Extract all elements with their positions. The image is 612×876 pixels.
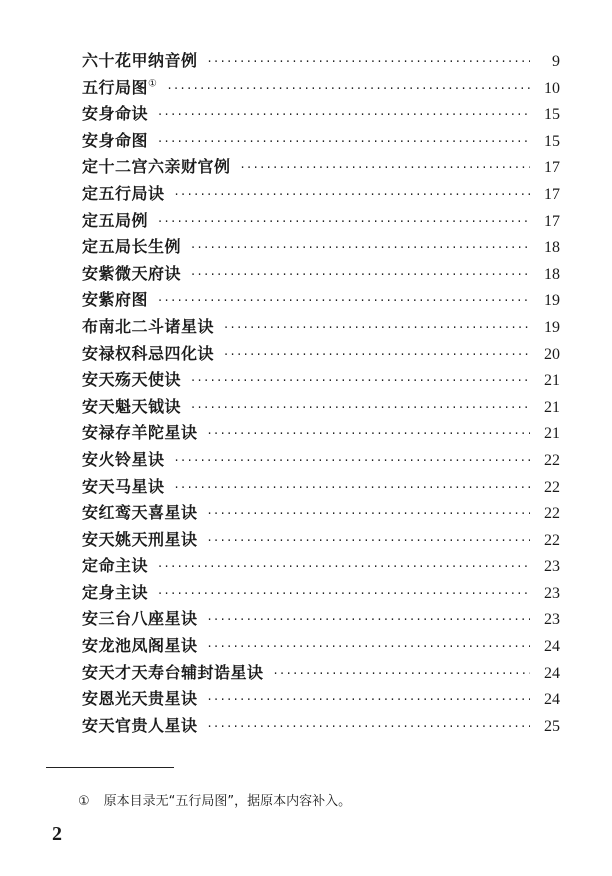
footnote (78, 790, 351, 809)
dot-leader (208, 534, 530, 549)
toc-entry-page: 17 (544, 212, 560, 230)
toc-entry[interactable] (82, 181, 560, 208)
toc-entry-title: 定五局例 (82, 210, 149, 230)
dot-leader (224, 321, 530, 336)
toc-entry-page: 18 (544, 239, 560, 257)
toc-entry-title: 安身命图 (82, 130, 149, 150)
toc-entry-page: 22 (544, 478, 560, 496)
toc-entry[interactable] (82, 500, 560, 527)
toc-entry-title: 安恩光天贵星诀 (82, 689, 198, 709)
dot-leader (191, 401, 530, 416)
toc-entry-page: 24 (544, 638, 560, 656)
footnote-marker: ① (78, 794, 90, 809)
toc-entry-title: 安天官贵人星诀 (82, 715, 198, 735)
toc-entry-page: 24 (544, 664, 560, 682)
toc-entry-page: 22 (544, 505, 560, 523)
toc-entry[interactable] (82, 660, 560, 687)
toc-entry-page: 22 (544, 451, 560, 469)
footnote-text: 原本目录无“五行局图”，据原本内容补入。 (103, 794, 352, 809)
dot-leader (241, 161, 530, 176)
toc-entry[interactable] (82, 580, 560, 607)
toc-entry[interactable] (82, 474, 560, 501)
toc-entry-title: 安紫府图 (82, 290, 149, 310)
toc-entry-title: 定十二宫六亲财官例 (82, 157, 231, 177)
toc-entry-page: 19 (544, 318, 560, 336)
toc-entry-page: 15 (544, 106, 560, 124)
toc-entry[interactable] (82, 367, 560, 394)
toc-entry-title: 定身主诀 (82, 582, 149, 602)
dot-leader (208, 640, 530, 655)
toc-entry[interactable] (82, 686, 560, 713)
toc-entry-title: 安天魁天钺诀 (82, 396, 182, 416)
toc-entry-title: 安天马星诀 (82, 476, 165, 496)
toc-entry-page: 17 (544, 159, 560, 177)
dot-leader (208, 693, 530, 708)
dot-leader (167, 82, 530, 97)
toc-entry-page: 19 (544, 292, 560, 310)
toc-entry-page: 24 (544, 691, 560, 709)
toc-entry-title: 定五局长生例 (82, 237, 182, 257)
toc-entry-page: 9 (552, 53, 560, 70)
dot-leader (191, 241, 530, 256)
toc-entry-page: 21 (544, 372, 560, 390)
dot-leader (158, 108, 530, 123)
toc-entry[interactable] (82, 341, 560, 368)
page-number: 2 (52, 823, 62, 845)
dot-leader (208, 507, 530, 522)
toc-entry-title: 安禄存羊陀星诀 (82, 423, 198, 443)
toc-entry-title: 安禄权科忌四化诀 (82, 343, 215, 363)
toc-entry[interactable] (82, 261, 560, 288)
toc-entry-page: 22 (544, 531, 560, 549)
toc-entry-title: 安三台八座星诀 (82, 609, 198, 629)
dot-leader (158, 294, 530, 309)
toc-entry[interactable] (82, 527, 560, 554)
toc-entry-page: 21 (544, 398, 560, 416)
dot-leader (208, 55, 530, 70)
toc-entry-title: 定五行局诀 (82, 183, 165, 203)
dot-leader (175, 481, 530, 496)
toc-entry-title: 安火铃星诀 (82, 449, 165, 469)
toc-entry[interactable] (82, 606, 560, 633)
toc-entry-page: 25 (544, 717, 560, 735)
toc-entry-title: 定命主诀 (82, 556, 149, 576)
toc-entry-title (82, 75, 157, 98)
toc-entry-page: 18 (544, 265, 560, 283)
dot-leader (158, 587, 530, 602)
toc-entry[interactable] (82, 713, 560, 740)
toc-entry[interactable] (82, 208, 560, 235)
toc-entry[interactable] (82, 128, 560, 155)
toc-entry-page: 15 (544, 132, 560, 150)
dot-leader (191, 268, 530, 283)
dot-leader (224, 348, 530, 363)
toc-entry-page: 23 (544, 558, 560, 576)
toc-entry-title: 安天姚天刑星诀 (82, 529, 198, 549)
toc-entry-page: 10 (544, 79, 560, 97)
toc-entry[interactable] (82, 154, 560, 181)
toc-entry-title: 安天才天寿台辅封诰星诀 (82, 662, 264, 682)
dot-leader (158, 135, 530, 150)
toc-entry[interactable] (82, 234, 560, 261)
toc-entry-title: 安紫微天府诀 (82, 263, 182, 283)
toc-entry-page: 20 (544, 345, 560, 363)
toc-entry-title: 安身命诀 (82, 104, 149, 124)
toc-entry-title-text: 五行局图 (82, 77, 149, 97)
dot-leader (175, 454, 530, 469)
dot-leader (158, 215, 530, 230)
toc-entry-page: 23 (544, 611, 560, 629)
toc-entry-title: 安红鸾天喜星诀 (82, 503, 198, 523)
table-of-contents (82, 48, 560, 739)
toc-entry[interactable] (82, 48, 560, 75)
toc-entry[interactable] (82, 75, 560, 102)
dot-leader (208, 720, 530, 735)
dot-leader (274, 667, 530, 682)
dot-leader (208, 427, 530, 442)
toc-entry-title: 六十花甲纳音例 (82, 51, 198, 70)
toc-entry[interactable] (82, 420, 560, 447)
dot-leader (175, 188, 530, 203)
toc-entry[interactable] (82, 101, 560, 128)
toc-entry[interactable] (82, 287, 560, 314)
toc-entry[interactable] (82, 447, 560, 474)
toc-entry-page: 21 (544, 425, 560, 443)
toc-entry[interactable] (82, 553, 560, 580)
toc-entry-page: 23 (544, 584, 560, 602)
toc-entry-title: 安龙池凤阁星诀 (82, 636, 198, 656)
dot-leader (158, 560, 530, 575)
footnote-divider (46, 767, 174, 768)
toc-entry[interactable] (82, 633, 560, 660)
toc-entry-page: 17 (544, 185, 560, 203)
dot-leader (208, 613, 530, 628)
toc-entry[interactable] (82, 314, 560, 341)
toc-entry[interactable] (82, 394, 560, 421)
footnote-reference[interactable]: ① (148, 78, 158, 90)
toc-entry-title: 布南北二斗诸星诀 (82, 316, 215, 336)
dot-leader (191, 374, 530, 389)
toc-entry-title: 安天殇天使诀 (82, 370, 182, 390)
